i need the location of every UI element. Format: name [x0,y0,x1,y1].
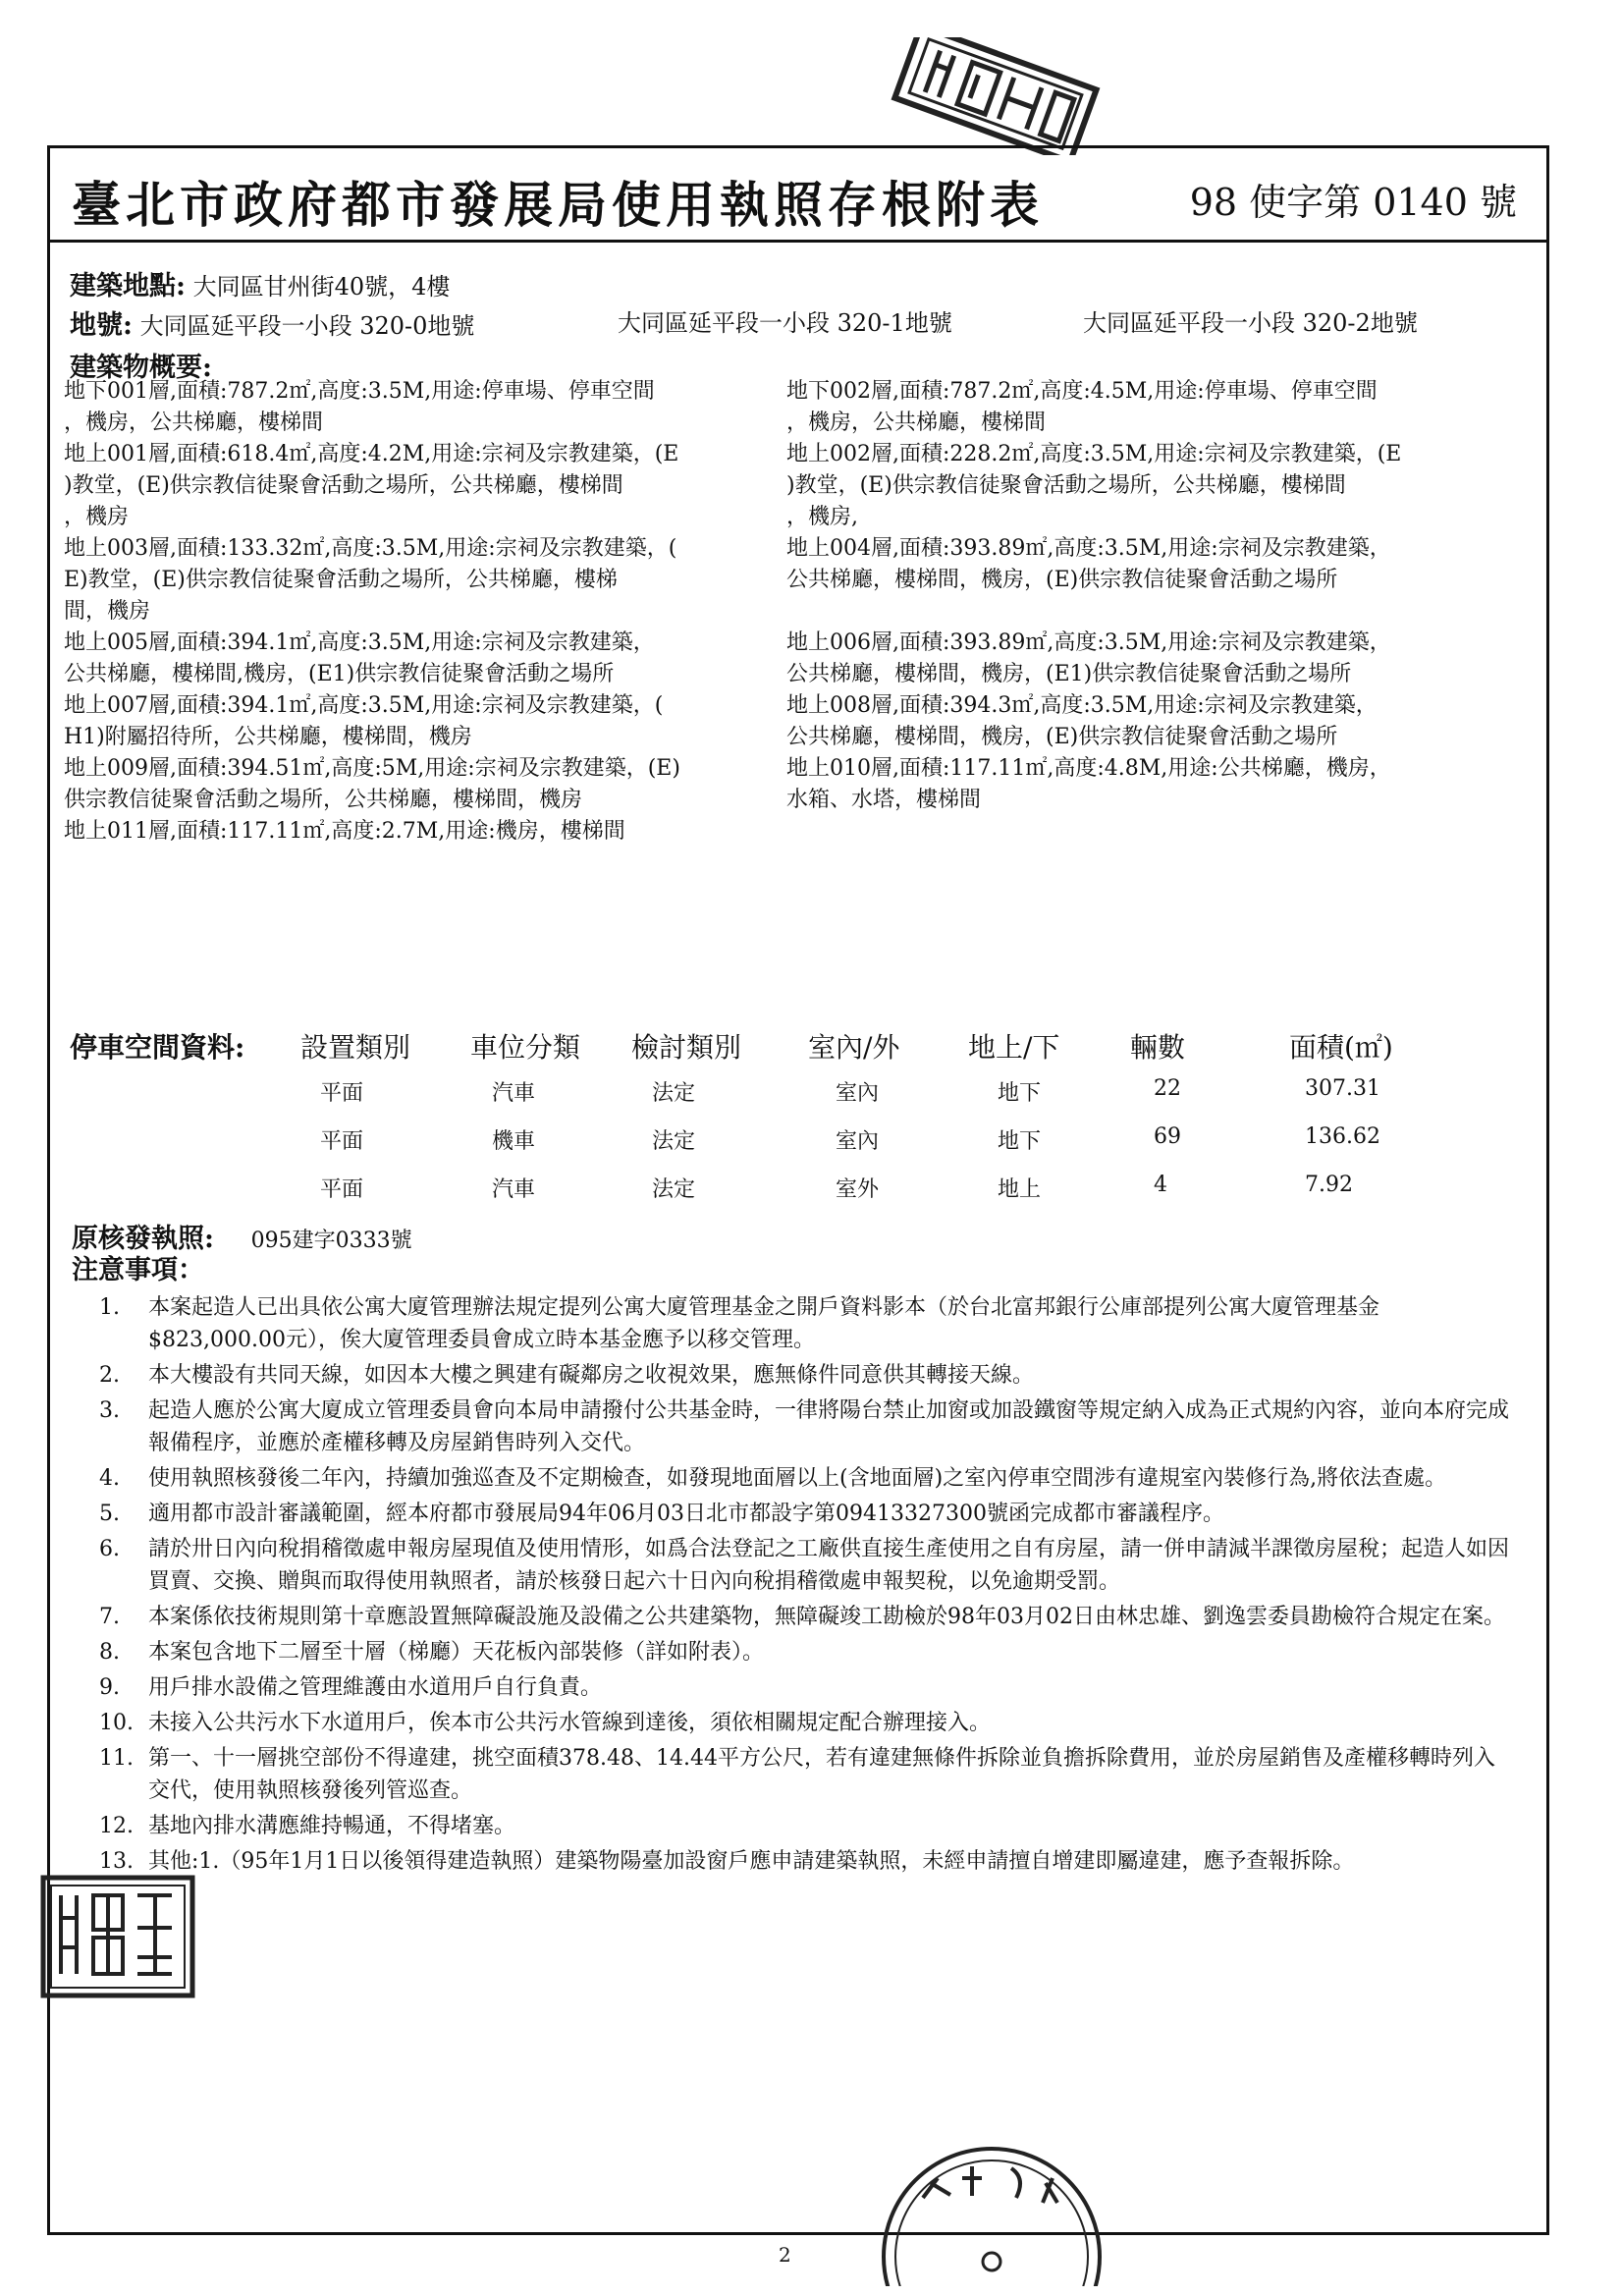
parking-cell: 平面 [320,1081,364,1106]
note-text: 本大樓設有共同天線，如因本大樓之興建有礙鄰房之收視效果，應無條件同意供其轉接天線。 [148,1363,1035,1388]
list-item [99,1359,1513,1392]
note-number: 2. [99,1363,120,1388]
title-bar [50,148,1546,243]
parking-cell: 307.31 [1305,1076,1380,1101]
note-text: 起造人應於公寓大廈成立管理委員會向本局申請撥付公共基金時，一律將陽台禁止加窗或加設鐵窗等規定納入成為正式規約內容，並向本府完成報備程序，並應於產權移轉及房屋銷售時列入交代。 [148,1398,1510,1455]
note-text: 用戶排水設備之管理維護由水道用戶自行負責。 [148,1675,603,1700]
list-item [99,1742,1513,1807]
original-permit-value: 095建字0333號 [250,1229,412,1253]
note-number: 10. [99,1711,134,1735]
parking-header: 地上/下 [968,1031,1060,1064]
parking-cell: 地下 [998,1129,1042,1154]
list-item [99,1601,1513,1633]
note-number: 13. [99,1849,134,1874]
note-text: 使用執照核發後二年內，持續加強巡查及不定期檢查，如發現地面層以上(含地面層)之室內停車空間涉有違規室內裝修行為,將依法查處。 [148,1466,1447,1491]
left-seal-stamp [39,1874,196,1999]
note-text: 基地內排水溝應維持暢通，不得堵塞。 [148,1814,516,1838]
parking-header: 車位分類 [470,1031,581,1064]
lot-value: 大同區延平段一小段 320-1地號 [618,309,952,337]
lot-value: 大同區延平段一小段 320-2地號 [1083,309,1418,337]
parking-cell: 室外 [836,1177,880,1202]
note-text: 其他:1.（95年1月1日以後領得建造執照）建築物陽臺加設窗戶應申請建築執照，未經申請擅自增建即屬違建，應予查報拆除。 [148,1849,1355,1874]
site-label: 建築地點: [70,271,186,301]
note-number: 7. [99,1605,120,1629]
note-text: 本案包含地下二層至十層（梯廳）天花板內部裝修（詳如附表）。 [148,1640,765,1665]
parking-header: 輛數 [1130,1031,1186,1064]
note-number: 5. [99,1502,120,1526]
parking-cell: 69 [1154,1124,1181,1149]
list-item [99,1810,1513,1842]
parking-header: 檢討類別 [631,1031,742,1064]
note-number: 3. [99,1398,120,1423]
parking-cell: 地下 [998,1081,1042,1106]
notes-label-row [72,1248,204,1286]
note-number: 12. [99,1814,134,1838]
list-item [99,1671,1513,1704]
parking-header: 室內/外 [808,1031,900,1064]
parking-cell: 法定 [652,1177,696,1202]
list-item [99,1707,1513,1739]
parking-cell: 地上 [998,1177,1042,1202]
note-number: 1. [99,1295,120,1320]
document-frame [47,145,1549,2235]
bottom-seal-stamp [864,2139,1119,2286]
parking-cell: 汽車 [492,1081,536,1106]
parking-cell: 法定 [652,1129,696,1154]
top-seal-stamp [884,37,1105,155]
site-value: 大同區甘州街40號，4樓 [192,273,451,301]
lot-label: 地號: [70,310,133,341]
parking-label: 停車空間資料: [70,1031,245,1064]
parking-header: 設置類別 [300,1031,411,1064]
floors-left-column: 地下001層,面積:787.2㎡,高度:3.5M,用途:停車場、停車空間 ，機房，公共梯廳，樓梯間 地上001層,面積:618.4㎡,高度:4.2M,用途:宗祠及宗教建築，(E )教堂，(E)供宗教信徒聚會活動之場所，公共梯廳，樓梯間 ，機房 地上003層,面積:133.32㎡,高度:3.5M,用途:宗祠及宗教建築，( E)教堂，(E)供宗教信徒聚會活動之場所，公共梯廳，樓梯 間，機房 地上005層,面積:394.1㎡,高度:3.5M,用途:宗祠及宗教建築， 公共梯廳，樓梯間,機房，(E1)供宗教信徒聚會活動之場所 地上007層,面積:394.1㎡,高度:3.5M,用途:宗祠及宗教建築，( H1)附屬招待所，公共梯廳，樓梯間，機房 地上009層,面積:394.51㎡,高度:5M,用途:宗祠及宗教建築，(E) 供宗教信徒聚會活動之場所，公共梯廳，樓梯間，機房 地上011層,面積:117.11㎡,高度:2.7M,用途:機房，樓梯間 [64,379,680,844]
parking-cell: 室內 [836,1129,880,1154]
permit-number: 98 使字第 0140 號 [1189,181,1517,224]
list-item [99,1533,1513,1598]
note-number: 11. [99,1746,134,1771]
list-item [99,1636,1513,1668]
original-permit-label: 原核發執照: [72,1224,214,1254]
list-item [99,1462,1513,1495]
parking-cell: 7.92 [1305,1173,1353,1197]
list-item [99,1291,1513,1356]
note-text: 本案起造人已出具依公寓大廈管理辦法規定提列公寓大廈管理基金之開戶資料影本（於台北富邦銀行公庫部提列公寓大廈管理基金$823,000.00元），俟大廈管理委員會成立時本基金應予以移交管理。 [148,1295,1380,1352]
parking-cell: 4 [1154,1173,1167,1197]
parking-cell: 平面 [320,1177,364,1202]
note-text: 請於卅日內向稅捐稽徵處申報房屋現值及使用情形，如爲合法登記之工廠供直接生產使用之自有房屋，請一併申請減半課徵房屋稅；起造人如因買賣、交換、贈與而取得使用執照者，請於核發日起六十日內向稅捐稽徵處申報契稅，以免逾期受罰。 [148,1537,1510,1594]
site-row [70,264,450,302]
note-text: 適用都市設計審議範圍，經本府都市發展局94年06月03日北市都設字第09413327300號函完成都市審議程序。 [148,1502,1224,1526]
parking-header: 面積(㎡) [1289,1031,1393,1064]
note-number: 8. [99,1640,120,1665]
parking-cell: 機車 [492,1129,536,1154]
parking-cell: 汽車 [492,1177,536,1202]
overview-label: 建築物概要: [70,353,212,383]
note-number: 9. [99,1675,120,1700]
note-number: 4. [99,1466,120,1491]
parking-cell: 平面 [320,1129,364,1154]
note-text: 第一、十一層挑空部份不得違建，挑空面積378.48、14.44平方公尺，若有違建無條件拆除並負擔拆除費用，並於房屋銷售及產權移轉時列入交代，使用執照核發後列管巡查。 [148,1746,1495,1803]
note-text: 本案係依技術規則第十章應設置無障礙設施及設備之公共建築物，無障礙竣工勘檢於98年03月02日由林忠雄、劉逸雲委員勘檢符合規定在案。 [148,1605,1505,1629]
notes-list [99,1291,1513,1881]
list-item [99,1394,1513,1459]
parking-cell: 136.62 [1305,1124,1380,1149]
note-number: 6. [99,1537,120,1561]
parking-cell: 22 [1154,1076,1181,1101]
parking-cell: 法定 [652,1081,696,1106]
lot-row [70,303,474,342]
lot-value: 大同區延平段一小段 320-0地號 [139,312,475,340]
list-item [99,1498,1513,1530]
page-number: 2 [779,2243,791,2267]
document-title: 臺北市政府都市發展局使用執照存根附表 [72,176,1044,234]
list-item [99,1845,1513,1878]
floors-right-column: 地下002層,面積:787.2㎡,高度:4.5M,用途:停車場、停車空間 ，機房，公共梯廳，樓梯間 地上002層,面積:228.2㎡,高度:3.5M,用途:宗祠及宗教建築，(E )教堂，(E)供宗教信徒聚會活動之場所，公共梯廳，樓梯間 ，機房, 地上004層,面積:393.89㎡,高度:3.5M,用途:宗祠及宗教建築， 公共梯廳，樓梯間，機房，(E)供宗教信徒聚會活動之場所 地上006層,面積:393.89㎡,高度:3.5M,用途:宗祠及宗教建築， 公共梯廳，樓梯間，機房，(E1)供宗教信徒聚會活動之場所 地上008層,面積:394.3㎡,高度:3.5M,用途:宗祠及宗教建築， 公共梯廳，樓梯間，機房，(E)供宗教信徒聚會活動之場所 地上010層,面積:117.11㎡,高度:4.8M,用途:公共梯廳，機房， 水箱、水塔，樓梯間 [786,379,1402,812]
note-text: 未接入公共污水下水道用戶，俟本市公共污水管線到達後，須依相關規定配合辦理接入。 [148,1711,992,1735]
notes-label: 注意事項： [72,1255,204,1285]
parking-cell: 室內 [836,1081,880,1106]
